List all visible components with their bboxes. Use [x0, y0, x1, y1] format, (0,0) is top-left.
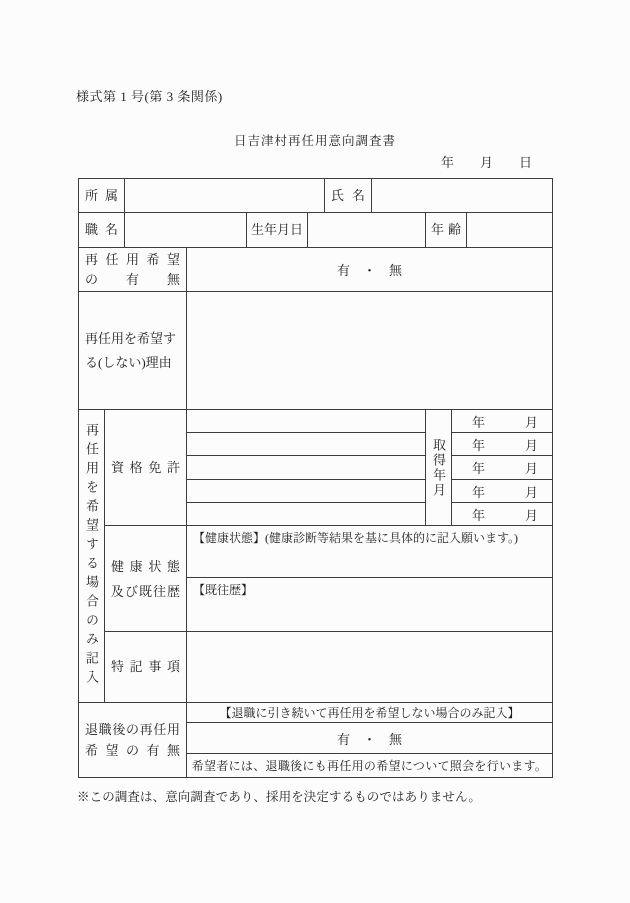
year-label: 年 [472, 461, 486, 476]
special-notes-label: 特記事項 [105, 632, 187, 703]
age-input[interactable] [467, 213, 553, 248]
acquired-ym-4[interactable] [452, 480, 553, 503]
reason-input[interactable] [187, 292, 553, 410]
medical-history-heading: 【既往歴】 [193, 583, 254, 597]
birth-date-label: 生年月日 [247, 213, 308, 248]
health-condition-input[interactable] [187, 526, 553, 578]
job-title-input[interactable] [125, 213, 247, 248]
health-condition-heading: 【健康状態】(健康診断等結果を基に具体的に記入願います。) [193, 531, 519, 545]
form-number: 様式第 1 号(第 3 条関係) [76, 89, 223, 104]
qualification-label: 資格免許 [105, 410, 187, 526]
reason-label: 再任用を希望する(しない)理由 [79, 292, 187, 410]
month-label: 月 [524, 414, 538, 430]
qualification-input-4[interactable] [187, 480, 426, 503]
date-line: 年 月 日 [441, 155, 533, 170]
after-retirement-inquiry-note: 希望者には、退職後にも再任用の希望について照会を行います。 [187, 754, 553, 778]
month-label: 月 [524, 484, 538, 500]
name-input[interactable] [372, 179, 553, 213]
page-title: 日吉津村再任用意向調査書 [233, 134, 396, 148]
affiliation-input[interactable] [125, 179, 325, 213]
name-label: 氏名 [325, 179, 372, 213]
only-if-wish-vertical-label: 再任用を希望する場合のみ記入 [79, 410, 105, 703]
footer-note: ※この調査は、意向調査であり、採用を決定するものではありません。 [77, 790, 481, 804]
qualification-input-3[interactable] [187, 456, 426, 480]
birth-date-input[interactable] [308, 213, 426, 248]
health-history-label: 健康状態 及び既往歴 [105, 526, 187, 632]
year-label: 年 [472, 507, 486, 523]
survey-form-table [78, 178, 553, 778]
acquired-ym-3[interactable] [452, 456, 553, 480]
reemployment-wish-label: 再任用希望 の有無 [79, 248, 187, 292]
year-label: 年 [472, 414, 486, 430]
medical-history-input[interactable] [187, 578, 553, 632]
job-title-label: 職名 [79, 213, 125, 248]
qualification-input-2[interactable] [187, 433, 426, 456]
year-label: 年 [472, 484, 486, 500]
after-retirement-options[interactable]: 有 ・ 無 [187, 723, 553, 754]
acquired-date-label: 取得年月 [426, 410, 452, 526]
qualification-input-5[interactable] [187, 503, 426, 526]
year-label: 年 [472, 437, 486, 453]
special-notes-input[interactable] [187, 632, 553, 703]
after-retirement-label: 退職後の再任用 希望の有無 [79, 703, 187, 778]
month-label: 月 [524, 507, 538, 523]
month-label: 月 [524, 461, 538, 476]
after-retirement-note: 【退職に引き続いて再任用を希望しない場合のみ記入】 [187, 703, 553, 723]
affiliation-label: 所属 [79, 179, 125, 213]
reemployment-wish-options[interactable]: 有 ・ 無 [187, 248, 553, 292]
acquired-ym-1[interactable] [452, 410, 553, 433]
age-label: 年齢 [426, 213, 467, 248]
acquired-ym-2[interactable] [452, 433, 553, 456]
qualification-input-1[interactable] [187, 410, 426, 433]
acquired-ym-5[interactable] [452, 503, 553, 526]
month-label: 月 [524, 437, 538, 453]
